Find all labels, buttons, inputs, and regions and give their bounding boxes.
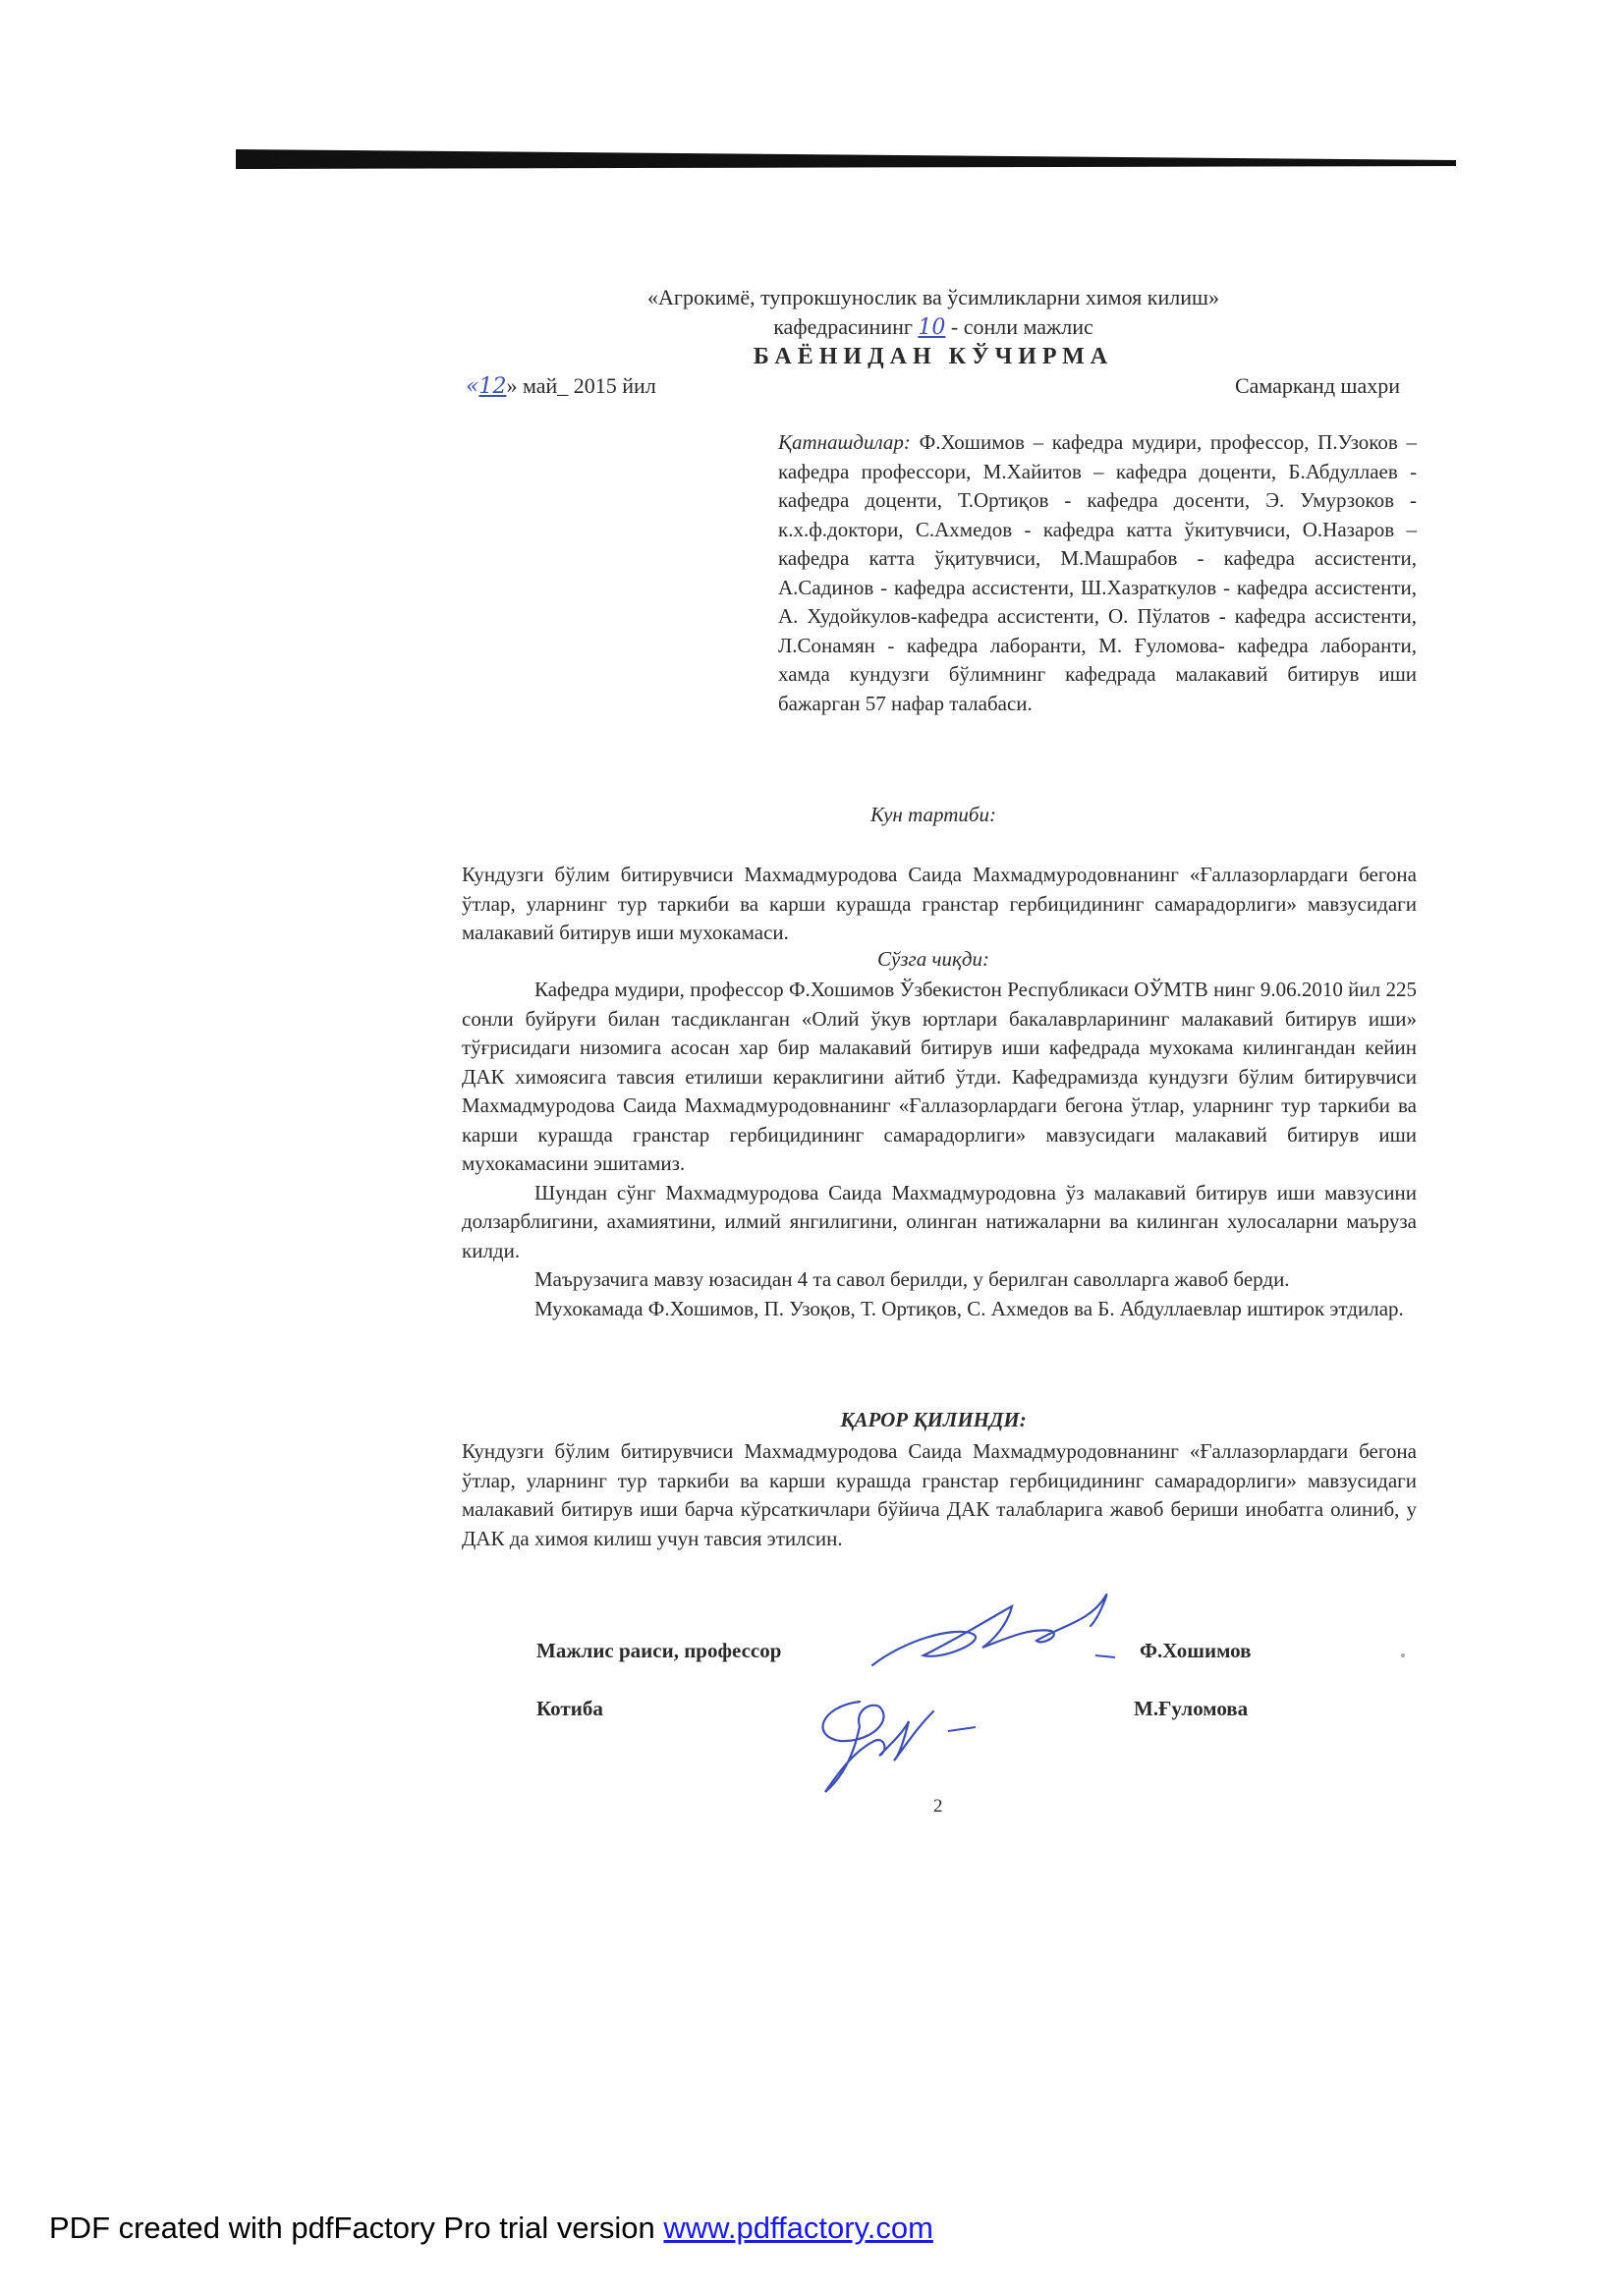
discussion-heading: Сўзга чиқди: (877, 947, 989, 971)
meeting-post: - сонли мажлис (950, 314, 1093, 339)
chair-label: Мажлис раиси, профессор (536, 1639, 782, 1662)
meeting-line (452, 314, 1415, 340)
discussion-paragraph-1: Кафедра мудири, профессор Ф.Хошимов Ўзбекистон Республикаси ОЎМТВ нинг 9.06.2010 йил 225 сонли буйруғи билан тасдикланган «Олий ўкув юртлари бакалаврларининг малакавий битирув иши» тўғрисидаги низомига асосан хар бир малакавий битирув иши кафедрада мухокама килингандан кейин ДАК химоясига тавсия етилиши кераклигини айтиб ўтди. Кафедрамизда кундузги бўлим битирувчиси Махмадмуродова Саида Махмадмуродовнанинг «Ғаллазорлардаги бегона ўтлар, уларнинг тур таркиби ва карши курашда гранстар гербицидининг самарадорлиги» мавзусидаги малакавий битирув иши мухокамасини эшитамиз. (462, 978, 1417, 1175)
attendees-label: Қатнашдилар: (778, 430, 911, 454)
discussion-body (462, 976, 1417, 1323)
secretary-signature (801, 1682, 1017, 1800)
chair-name: Ф.Хошимов (1140, 1639, 1252, 1662)
meeting-number: 10 (918, 315, 946, 340)
meeting-date: «12» май_ 2015 йил (466, 373, 656, 399)
department-line: «Агрокимё, тупрокшунослик ва ўсимликларни химоя килиш» (647, 285, 1219, 309)
discussion-paragraph-2: Шундан сўнг Махмадмуродова Саида Махмадмуродовна ўз малакавий битирув иши мавзусини долзарблигини, ахамиятини, илмий янгилигини, олинган натижаларни ва килинган хулосаларни маъруза килди. (462, 1180, 1417, 1262)
document-title: БАЁНИДАН КЎЧИРМА (753, 344, 1114, 369)
discussion-paragraph-3: Маърузачига мавзу юзасидан 4 та савол берилди, у берилган саволларга жавоб берди. (534, 1267, 1290, 1291)
agenda-heading: Кун тартиби: (870, 803, 996, 826)
secretary-label: Котиба (536, 1697, 603, 1720)
pdf-footer (49, 2211, 933, 2246)
decision-heading: ҚАРОР ҚИЛИНДИ: (840, 1408, 1027, 1431)
discussion-paragraph-4: Мухокамада Ф.Хошимов, П. Узоқов, Т. Ортиқов, С. Ахмедов ва Б. Абдуллаевлар иштирок этдилар. (534, 1296, 1404, 1320)
page-number: 2 (933, 1796, 943, 1817)
chair-signature (865, 1587, 1140, 1675)
attendees-text: Ф.Хошимов – кафедра мудири, профессор, П.Узоков – кафедра профессори, М.Хайитов – кафедра доценти, Б.Абдуллаев - кафедра доценти, Т.Ортиқов - кафедра досенти, Э. Умурзоков - к.х.ф.доктори, С.Ахмедов - кафедра катта ўкитувчиси, О.Назаров – кафедра катта ўқитувчиси, М.Машрабов - кафедра ассистенти, А.Садинов - кафедра ассистенти, Ш.Хазраткулов - кафедра ассистенти, А. Худойкулов-кафедра ассистенти, О. Пўлатов - кафедра ассистенти, Л.Сонамян - кафедра лаборанти, М. Ғуломова- кафедра лаборанти, хамда кундузги бўлимнинг кафедрада малакавий битирув иши бажарган 57 нафар талабаси. (778, 430, 1417, 715)
attendees-block (778, 428, 1417, 718)
footer-link[interactable]: www.pdffactory.com (663, 2211, 933, 2245)
city: Самарканд шахри (1234, 373, 1400, 398)
decision-text: Кундузги бўлим битирувчиси Махмадмуродова Саида Махмадмуродовнанинг «Ғаллазорлардаги бегона ўтлар, уларнинг тур таркиби ва карши курашда гранстар гербицидининг самарадорлиги» мавзусидаги малакавий битирув иши барча кўрсаткичлари бўйича ДАК талабларига жавоб бериши инобатга олиниб, у ДАК да химоя килиш учун тавсия этилсин. (462, 1439, 1417, 1550)
footer-text: PDF created with pdfFactory Pro trial version (49, 2211, 664, 2245)
secretary-name: М.Ғуломова (1134, 1697, 1249, 1720)
stray-mark (1401, 1653, 1405, 1657)
agenda-text: Кундузги бўлим битирувчиси Махмадмуродова Саида Махмадмуродовнанинг «Ғаллазорлардаги бегона ўтлар, уларнинг тур таркиби ва карши курашда гранстар гербицидининг самарадорлиги» мавзусидаги малакавий битирув иши мухокамаси. (462, 863, 1417, 944)
date-day: 12 (478, 374, 507, 399)
meeting-pre: кафедрасининг (773, 314, 913, 339)
top-rule (236, 149, 1456, 169)
